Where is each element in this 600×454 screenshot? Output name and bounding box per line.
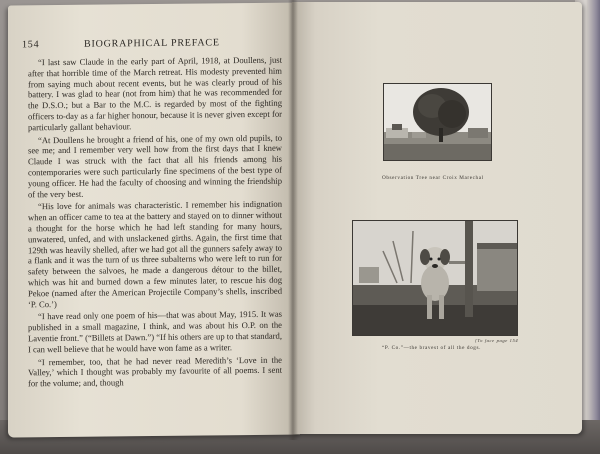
tree-photo-image <box>384 84 491 160</box>
paragraph: “I last saw Claude in the early part of April, 1918, at Doullens, just after that horrible time of the March retreat. His modesty prevented him from saying much about recent events, but he was clearly proud of his battery. I was glad to hear (not from him) that he was recommended for the D.S.O.; but a Bar to the M.C. is regarded by most of the fighting officers to-day as a far higher honour, because it is never given except for particularly gallant behaviour. <box>28 54 282 133</box>
dog-photo-image <box>353 221 517 335</box>
dog-caption: “P. Co.”—the bravest of all the dogs. <box>382 345 481 351</box>
dog-photo <box>352 220 518 336</box>
book-gutter <box>288 0 298 440</box>
running-head-title: BIOGRAPHICAL PREFACE <box>84 37 220 50</box>
tree-caption: Observation Tree near Croix Marechal <box>382 175 484 181</box>
body-text <box>28 55 282 392</box>
paragraph: “I have read only one poem of his—that was about May, 1915. It was published in a small magazine, I think, and was about his O.P. on the Laventie front.” (“Billets at Dawn.”) “If his others are up to that standard, I can well believe that he would have won fame as a writer. <box>28 308 282 355</box>
paragraph: “I remember, too, that he had never read Meredith’s ‘Love in the Valley,’ which I thought was probably my favourite of all poems. I sent for the volume; and, though <box>28 354 282 389</box>
paragraph: “At Doullens he brought a friend of his, one of my own old pupils, to see me; and I remember very well how from the first days that I knew Claude I was struck with the fact that all his friends among his contemporaries were such particularly fine specimens of the best type of young officer. He had the faculty of choosing and winning the friendship of the very best. <box>28 132 282 199</box>
facing-page-note: [To face page 154 <box>475 338 519 343</box>
observation-tree-photo <box>383 83 492 161</box>
right-page <box>292 2 582 434</box>
page-number: 154 <box>22 39 40 51</box>
cover-stripe <box>587 0 600 454</box>
paragraph: “His love for animals was characteristic. I remember his indignation when an officer came to tea at the battery and stayed on to dinner without a thought for the horse which he had left standing for many hours, unwatered, unfed, and with unslackened girths. Again, the first time that 129th was heavily shelled, after we had got all the gunners safely away to a flank and it was the turn of us three subalterns who were left to run for safety between the salvoes, he made a dangerous détour to the billet, which was hit and burned down a few minutes later, to rescue his dog Pekoe (named after the American Projectile Company’s shells, inscribed ‘P. Co.’) <box>28 199 282 309</box>
